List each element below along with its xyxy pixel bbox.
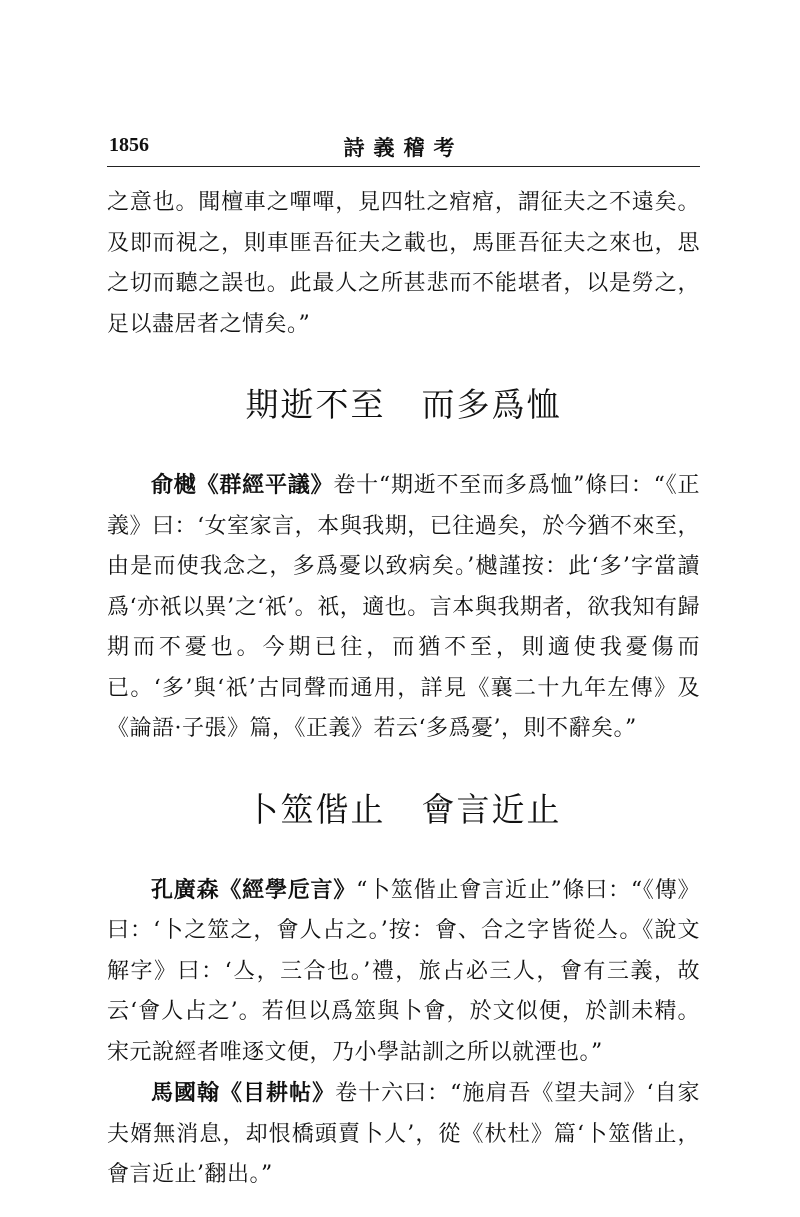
source-citation: 俞樾《群經平議》 xyxy=(151,472,334,498)
page-header xyxy=(107,128,700,167)
heading-part: 會言近止 xyxy=(421,789,562,829)
heading-part: 期逝不至 xyxy=(245,385,386,424)
source-citation: 馬國翰《目耕帖》 xyxy=(151,1080,336,1106)
running-title: 詩義稽考 xyxy=(343,135,464,160)
body-paragraph xyxy=(107,183,700,345)
heading-part: 而多爲恤 xyxy=(421,385,562,424)
page-body xyxy=(107,183,700,1196)
heading-part: 卜筮偕止 xyxy=(245,789,386,829)
paragraph-text: 之意也。聞檀車之嘽嘽，見四牡之痯痯，謂征夫之不遠矣。及即而視之，則車匪吾征夫之載也，馬匪吾征夫之來也，思之切而聽之誤也。此最人之所甚悲而不能堪者，以是勞之，足以盡居者之情矣。” xyxy=(107,190,700,337)
paragraph-text: 卷十六曰：“施肩吾《望夫詞》‘自家夫婿無消息，却恨橋頭賣卜人’，從《杕杜》篇‘卜筮偕止，會言近止’翻出。” xyxy=(107,1081,700,1187)
paragraph-text: 卷十“期逝不至而多爲恤”條曰：“《正義》曰：‘女室家言，本與我期，已往過矣，於今猶不來至，由是而使我念之，多爲憂以致病矣。’樾謹按：此‘多’字當讀爲‘亦祇以異’之‘祇’。祇，適也。言本與我期者，欲我知有歸期而不憂也。今期已往，而猶不至，則適使我憂傷而已。‘多’與‘祇’古同聲而通用，詳見《襄二十九年左傳》及《論語·子張》篇，《正義》若云‘多爲憂’，則不辭矣。” xyxy=(107,473,700,741)
section-heading xyxy=(107,345,700,465)
body-paragraph xyxy=(107,1073,700,1196)
page-number: 1856 xyxy=(109,134,149,156)
paragraph-text: “卜筮偕止會言近止”條曰：“《傳》曰：‘卜之筮之，會人占之。’按：會、合之字皆從亼。《說文解字》曰：‘亼，三合也。’禮，旅占必三人，會有三義，故云‘會人占之’。若但以爲筮與卜會，於文似便，於訓未精。宋元說經者唯逐文便，乃小學詁訓之所以就湮也。” xyxy=(107,877,700,1065)
body-paragraph xyxy=(107,870,700,1074)
section-heading xyxy=(107,750,700,870)
body-paragraph xyxy=(107,465,700,750)
source-citation: 孔廣森《經學卮言》 xyxy=(151,876,357,903)
